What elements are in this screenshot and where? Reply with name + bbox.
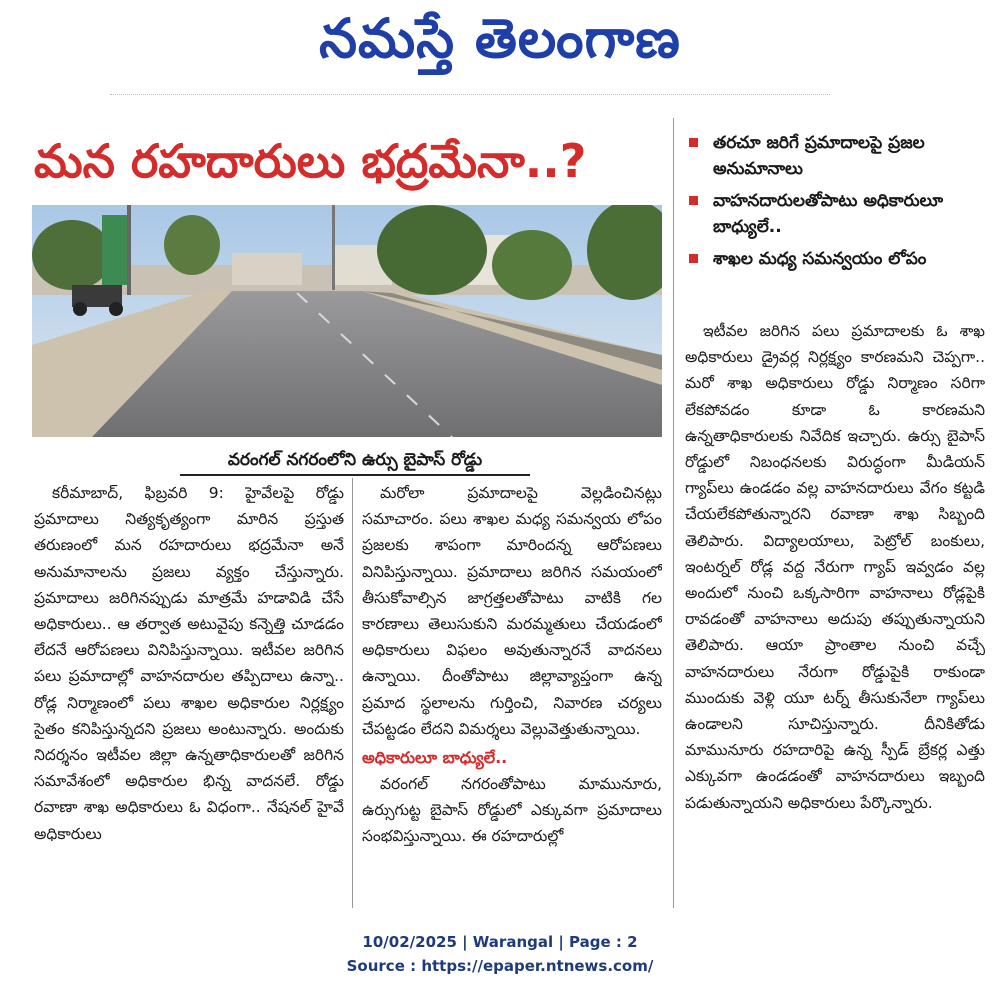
page-footer bbox=[0, 930, 1000, 978]
column-1-paragraph: కరీమాబాద్, ఫిబ్రవరి 9: హైవేలపై రోడ్డు ప్రమాదాలు నిత్యకృత్యంగా మారిన ప్రస్తుత తరుణంలో మన రహదారులు భద్రమేనా అనే అనుమానాలను ప్రజలు వ్యక్తం చేస్తున్నారు. ప్రమాదాలు జరిగినప్పుడు మాత్రమే హడావిడి చేసే అధికారులు.. ఆ తర్వాత అటువైపు కన్నెత్తి చూడడం లేదనే ఆరోపణలు వినిపిస్తున్నాయి. ఇటీవల జరిగిన పలు ప్రమాదాల్లో వాహనదారుల తప్పిదాలు ఉన్నా.. రోడ్ల నిర్మాణంలో పలు శాఖల అధికారుల నిర్లక్ష్యం సైతం కనిపిస్తున్నదని ప్రజలు అంటున్నారు. అందుకు నిదర్శనం ఇటీవల జిల్లా ఉన్నతాధికారులతో జరిగిన సమావేశంలో అధికారుల భిన్న వాదనలే. రోడ్డు రవాణా శాఖ అధికారులు ఓ విధంగా.. నేషనల్ హైవే అధికారులు bbox=[34, 484, 344, 843]
footer-date-edition: 10/02/2025 | Warangal | Page : 2 bbox=[362, 933, 638, 951]
footer-source: Source : https://epaper.ntnews.com/ bbox=[346, 957, 654, 975]
column-3-paragraph: ఇటీవల జరిగిన పలు ప్రమాదాలకు ఓ శాఖ అధికారులు డ్రైవర్ల నిర్లక్ష్యం కారణమని చెప్పగా.. మరో శాఖ అధికారులు రోడ్డు నిర్మాణం సరిగా లేకపోవడం కూడా ఓ కారణమని ఉన్నతాధికారులకు నివేదిక ఇచ్చారు. ఉర్సు బైపాస్ రోడ్డులో నిబంధనలకు విరుద్ధంగా మీడియన్ గ్యాప్‌లు ఉండడం వల్ల వాహనదారులు వేగం కట్టడి చేయలేకపోతున్నారని రవాణా శాఖ సిబ్బంది తెలిపారు. విద్యాలయాలు, పెట్రోల్ బంకులు, ఇంటర్నల్ రోడ్ల వద్ద నేరుగా గ్యాప్ ఇవ్వడం వల్ల అందులో నుంచి ఒక్కసారిగా వాహనాలు రోడ్లపైకి రావడంతో వాహనాలు అదుపు తప్పుతున్నాయని తెలిపారు. ఆయా ప్రాంతాల నుంచి వచ్చే వాహనదారులు నేరుగా రోడ్డుపైకి రాకుండా ముందుకు వెళ్లి యూ టర్న్ తీసుకునేలా గ్యాప్‌లు ఉండాలని సూచిస్తున్నారు. దీనికితోడు మామునూరు రహదారిపై ఉన్న స్పీడ్ బ్రేకర్ల ఎత్తు ఎక్కువగా ఉండడంతో వాహనదారులు ఇబ్బంది పడుతున్నాయని అధికారులు పేర్కొన్నారు. bbox=[685, 322, 985, 812]
column-rule-middle bbox=[352, 478, 353, 908]
masthead-title: నమస్తే తెలంగాణ bbox=[319, 7, 681, 70]
highlight-bullets bbox=[685, 130, 985, 278]
masthead bbox=[0, 6, 1000, 72]
column-2-paragraph-2: వరంగల్ నగరంతోపాటు మామునూరు, ఉర్సుగుట్ట బైపాస్ రోడ్డులో ఎక్కువగా ప్రమాదాలు సంభవిస్తున్నాయి. ఈ రహదారుల్లో bbox=[362, 775, 662, 846]
article-headline: మన రహదారులు భద్రమేనా..? bbox=[34, 134, 587, 188]
article-column-1 bbox=[34, 480, 344, 900]
photo-caption: వరంగల్ నగరంలోని ఉర్సు బైపాస్ రోడ్డు bbox=[180, 446, 530, 476]
article-column-2 bbox=[362, 480, 662, 900]
article-photo bbox=[32, 205, 662, 437]
bullet-item: శాఖల మధ్య సమన్వయం లోపం bbox=[685, 246, 985, 272]
masthead-divider bbox=[110, 94, 830, 98]
column-2-subheading: అధికారులూ బాధ్యులే.. bbox=[362, 748, 508, 768]
bullet-item: వాహనదారులతోపాటు అధికారులూ బాధ్యులే.. bbox=[685, 188, 985, 240]
bullet-item: తరచూ జరిగే ప్రమాదాలపై ప్రజల అనుమానాలు bbox=[685, 130, 985, 182]
road-photo-illustration bbox=[32, 205, 662, 437]
column-2-paragraph-1: మరోలా ప్రమాదాలపై వెల్లడించినట్లు సమాచారం. పలు శాఖల మధ్య సమన్వయ లోపం ప్రజలకు శాపంగా మారిందన్న ఆరోపణలు వినిపిస్తున్నాయి. ప్రమాదాలు జరిగిన సమయంలో తీసుకోవాల్సిన జాగ్రత్తలతోపాటు వాటికి గల కారణాలు తెలుసుకుని మరమ్మతులు చేయడంలో అధికారులు విఫలం అవుతున్నారనే వాదనలు ఉన్నాయి. దీంతోపాటు జిల్లావ్యాప్తంగా ఉన్న ప్రమాద స్థలాలను గుర్తించి, నివారణ చర్యలు చేపట్టడం లేదని విమర్శలు వెల్లువెత్తుతున్నాయి. bbox=[362, 484, 662, 738]
article-column-3 bbox=[685, 318, 985, 908]
column-rule-right bbox=[673, 118, 674, 908]
